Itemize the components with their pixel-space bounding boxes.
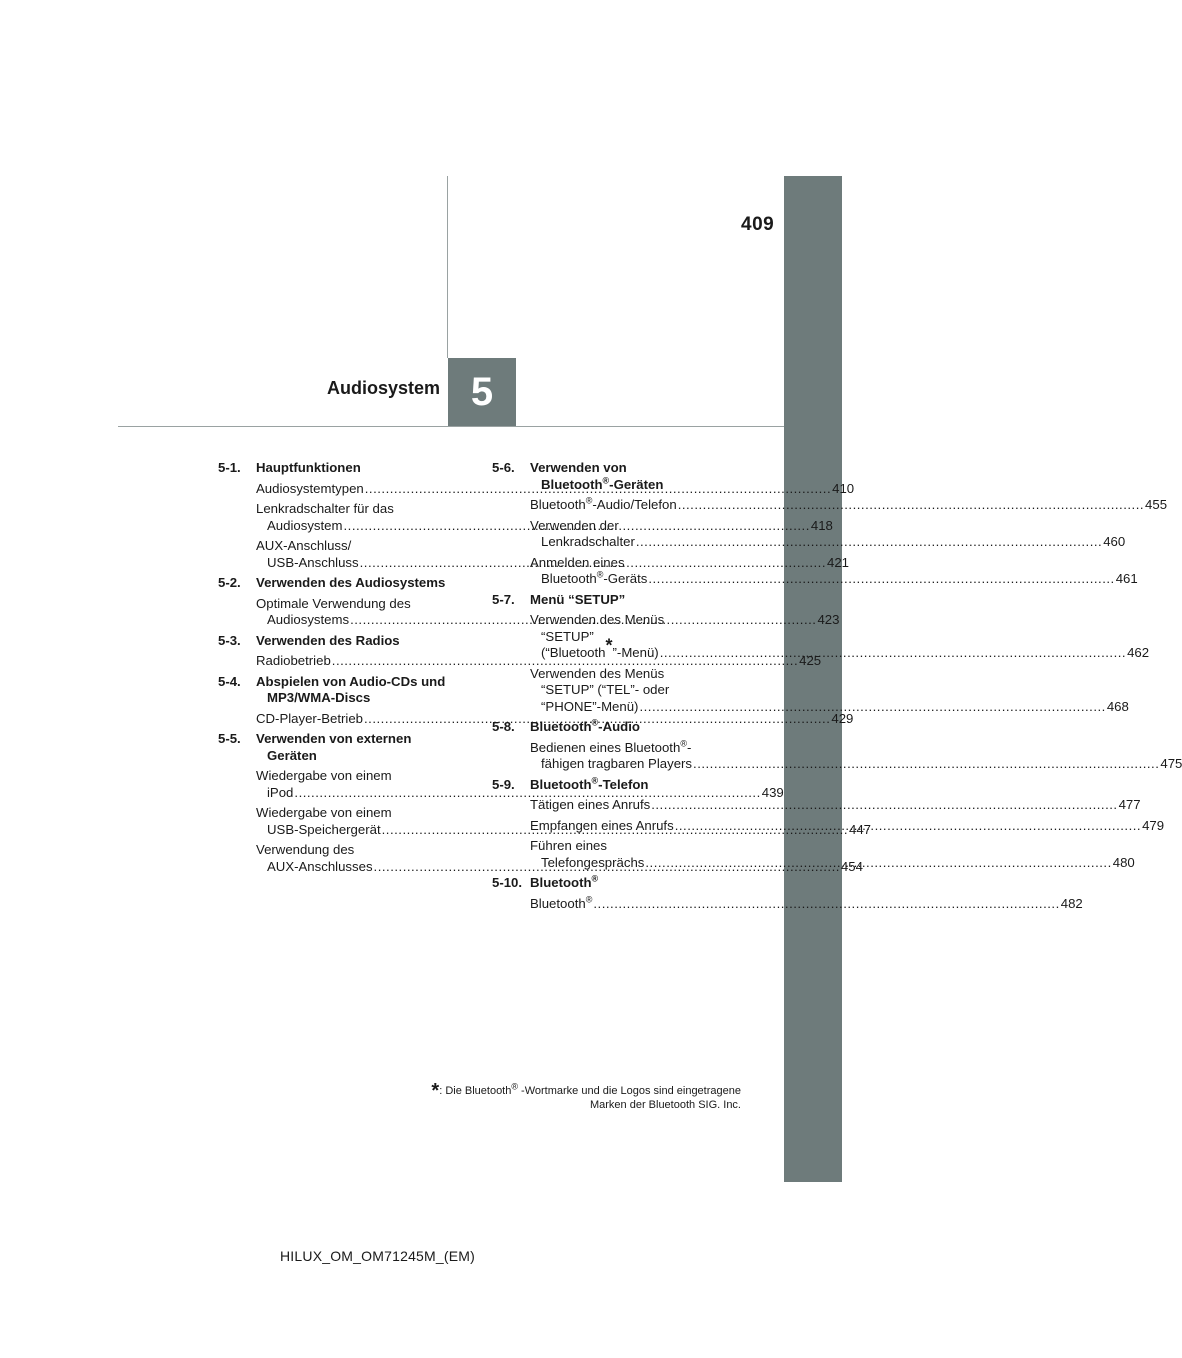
item-label: Lenkradschalter (541, 534, 635, 549)
section-number: 5-4. (218, 673, 241, 689)
item-label: Radiobetrieb (256, 653, 331, 668)
chapter-title: Audiosystem (326, 378, 440, 398)
section-title: Hauptfunktionen (256, 460, 361, 475)
item-label: Verwenden des Menüs (530, 665, 665, 681)
section-number: 5-3. (218, 632, 241, 648)
toc-section-5-7[interactable] (492, 592, 742, 609)
item-page: 429 (831, 710, 854, 726)
section-number: 5-10. (492, 875, 523, 890)
page-number: 409 (741, 214, 775, 235)
section-title: Menü “SETUP” (530, 591, 626, 607)
item-label: Bluetooth®-Geräts (541, 569, 648, 586)
item-page: 439 (761, 784, 784, 800)
item-label: Optimale Verwendung des (256, 595, 411, 611)
item-page: 461 (1115, 571, 1138, 586)
item-label: Anmelden eines (530, 554, 625, 570)
item-page: 477 (1118, 797, 1141, 812)
item-page: 423 (817, 612, 840, 627)
item-page: 455 (1145, 497, 1168, 512)
item-label: Tätigen eines Anrufs (530, 797, 651, 812)
toc-section-5-2[interactable] (218, 575, 468, 592)
toc-item[interactable] (256, 480, 855, 498)
toc-item[interactable] (530, 495, 1168, 514)
section-number: 5-9. (492, 776, 515, 792)
item-label: Wiedergabe von einem (256, 768, 392, 783)
section-number: 5-8. (492, 719, 515, 734)
toc-item[interactable] (530, 894, 1083, 913)
toc-section-5-8[interactable] (492, 719, 742, 736)
section-title: Bluetooth® (530, 873, 599, 890)
section-title: Bluetooth®-Telefon (530, 775, 649, 792)
item-label: “SETUP” (541, 628, 594, 644)
trademark-footnote: *: Die Bluetooth® -Wortmarke und die Logos sind eingetragene Marken der Bluetooth SIG. Inc. (431, 1080, 741, 1111)
item-page: 468 (1106, 698, 1129, 714)
item-label: “SETUP” (“TEL”- oder (541, 682, 670, 697)
item-label: Bedienen eines Bluetooth®- (530, 738, 692, 755)
toc-section-5-9[interactable] (492, 777, 742, 794)
item-label: AUX-Anschluss/ (256, 538, 352, 553)
item-label: Verwenden des Menüs (530, 612, 665, 627)
asterisk-icon: * (431, 1080, 440, 1102)
item-page: 425 (799, 653, 822, 668)
item-label: (“Bluetooth*”-Menü) (541, 635, 659, 660)
item-page: 454 (840, 858, 863, 874)
toc-section-5-5[interactable] (218, 731, 468, 764)
section-title: Verwenden von externen Geräten (256, 731, 412, 763)
item-page: 480 (1112, 854, 1135, 870)
item-page: 447 (848, 821, 871, 837)
item-page: 475 (1160, 756, 1182, 771)
section-title: Abspielen von Audio-CDs und MP3/WMA-Discs (256, 673, 446, 705)
chapter-number-badge: 5 (448, 358, 516, 426)
item-page: 418 (810, 517, 833, 533)
section-title: Verwenden von Bluetooth®-Geräten (530, 460, 664, 492)
item-label: iPod (267, 784, 294, 800)
item-label: Lenkradschalter für das (256, 501, 394, 516)
toc-item[interactable] (256, 653, 822, 670)
section-title: Bluetooth®-Audio (530, 717, 640, 734)
item-label: Audiosystem (267, 517, 343, 533)
toc-item[interactable] (530, 665, 1129, 716)
item-page: 479 (1142, 817, 1165, 833)
item-label: Telefongesprächs (541, 854, 645, 870)
item-page: 460 (1103, 534, 1126, 549)
item-label: Empfangen eines Anrufs (530, 817, 674, 833)
toc-section-5-4[interactable] (218, 674, 468, 707)
item-label: Audiosystemtypen (256, 480, 364, 496)
item-label: Verwendung des (256, 842, 355, 857)
item-label: USB-Anschluss (267, 554, 359, 570)
item-label: CD-Player-Betrieb (256, 710, 363, 726)
item-label: AUX-Anschlusses (267, 858, 373, 874)
toc-section-5-10[interactable] (492, 875, 742, 892)
section-number: 5-1. (218, 460, 241, 475)
document-code: HILUX_OM_OM71245M_(EM) (280, 1248, 476, 1264)
chapter-side-tab (784, 176, 842, 1182)
header-divider-vertical (447, 176, 448, 358)
item-page: 462 (1127, 645, 1150, 660)
item-label: Wiedergabe von einem (256, 805, 392, 820)
toc-section-5-1[interactable] (218, 460, 468, 477)
item-label: Bluetooth®-Audio/Telefon (530, 495, 677, 512)
item-label: Bluetooth® (530, 894, 593, 911)
section-title: Verwenden des Radios (256, 632, 400, 648)
item-label: fähigen tragbaren Players (541, 756, 693, 771)
toc-section-5-6[interactable] (492, 460, 742, 493)
toc-section-5-3[interactable] (218, 633, 468, 650)
toc-item[interactable] (530, 738, 1182, 773)
item-label: “PHONE”-Menü) (541, 698, 639, 714)
item-page: 482 (1060, 895, 1083, 911)
section-number: 5-2. (218, 575, 241, 590)
section-title: Verwenden des Audiosystems (256, 575, 446, 590)
item-label: USB-Speichergerät (267, 821, 381, 837)
section-number: 5-5. (218, 731, 241, 746)
section-number: 5-6. (492, 460, 515, 475)
item-label: Verwenden der (530, 517, 619, 533)
asterisk-icon: * (605, 635, 613, 656)
item-label: Audiosystems (267, 612, 350, 627)
header-divider-horizontal (118, 426, 784, 427)
item-label: Führen eines (530, 838, 607, 853)
toc-item[interactable] (530, 797, 1141, 814)
section-number: 5-7. (492, 591, 515, 607)
item-page: 421 (826, 554, 849, 570)
item-page: 410 (832, 480, 855, 496)
